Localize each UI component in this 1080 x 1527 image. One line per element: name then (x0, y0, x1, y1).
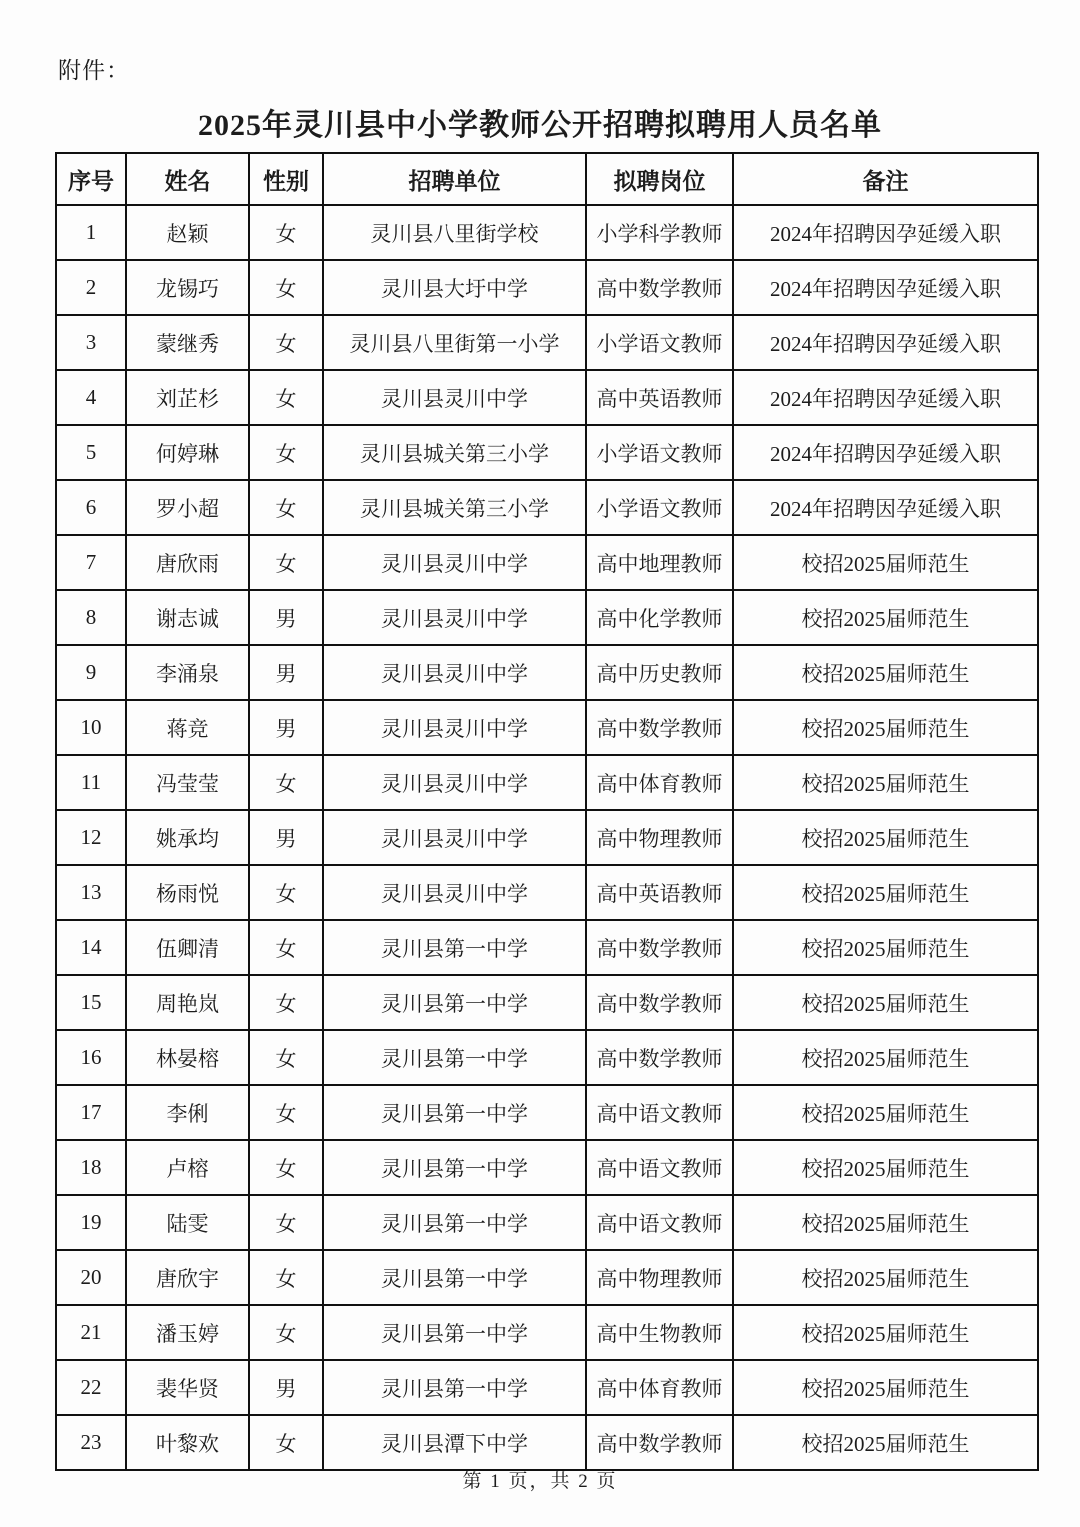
cell-gender: 女 (249, 425, 323, 480)
cell-name: 蒋竞 (126, 700, 249, 755)
table-row (56, 1415, 1038, 1470)
cell-unit: 灵川县第一中学 (323, 1030, 586, 1085)
cell-index: 10 (56, 700, 126, 755)
cell-position: 高中语文教师 (586, 1195, 733, 1250)
cell-index: 7 (56, 535, 126, 590)
cell-gender: 男 (249, 1360, 323, 1415)
table-row (56, 1360, 1038, 1415)
cell-gender: 男 (249, 810, 323, 865)
cell-remark: 校招2025届师范生 (733, 1415, 1038, 1470)
cell-unit: 灵川县第一中学 (323, 1250, 586, 1305)
header-index: 序号 (56, 153, 126, 205)
cell-unit: 灵川县灵川中学 (323, 370, 586, 425)
cell-unit: 灵川县八里街第一小学 (323, 315, 586, 370)
cell-index: 11 (56, 755, 126, 810)
cell-unit: 灵川县城关第三小学 (323, 480, 586, 535)
cell-index: 14 (56, 920, 126, 975)
cell-name: 伍卿清 (126, 920, 249, 975)
cell-name: 罗小超 (126, 480, 249, 535)
cell-gender: 女 (249, 1030, 323, 1085)
cell-position: 小学语文教师 (586, 315, 733, 370)
cell-index: 22 (56, 1360, 126, 1415)
cell-remark: 校招2025届师范生 (733, 1030, 1038, 1085)
cell-remark: 校招2025届师范生 (733, 1085, 1038, 1140)
roster-table (55, 152, 1039, 1471)
cell-index: 17 (56, 1085, 126, 1140)
cell-index: 5 (56, 425, 126, 480)
cell-remark: 2024年招聘因孕延缓入职 (733, 260, 1038, 315)
cell-name: 唐欣雨 (126, 535, 249, 590)
cell-gender: 男 (249, 700, 323, 755)
cell-position: 高中体育教师 (586, 755, 733, 810)
cell-unit: 灵川县第一中学 (323, 920, 586, 975)
cell-gender: 男 (249, 590, 323, 645)
cell-remark: 校招2025届师范生 (733, 1360, 1038, 1415)
cell-position: 高中数学教师 (586, 260, 733, 315)
header-position: 拟聘岗位 (586, 153, 733, 205)
cell-gender: 女 (249, 260, 323, 315)
cell-name: 姚承均 (126, 810, 249, 865)
cell-position: 高中物理教师 (586, 810, 733, 865)
cell-unit: 灵川县第一中学 (323, 1195, 586, 1250)
cell-name: 刘芷杉 (126, 370, 249, 425)
page-number: 第 1 页，共 2 页 (462, 1471, 618, 1492)
cell-name: 林晏榕 (126, 1030, 249, 1085)
cell-position: 高中英语教师 (586, 370, 733, 425)
cell-name: 潘玉婷 (126, 1305, 249, 1360)
cell-name: 冯莹莹 (126, 755, 249, 810)
cell-index: 6 (56, 480, 126, 535)
cell-position: 高中物理教师 (586, 1250, 733, 1305)
cell-remark: 校招2025届师范生 (733, 1305, 1038, 1360)
cell-position: 高中历史教师 (586, 645, 733, 700)
cell-unit: 灵川县第一中学 (323, 975, 586, 1030)
cell-position: 高中数学教师 (586, 920, 733, 975)
cell-position: 高中地理教师 (586, 535, 733, 590)
cell-position: 高中数学教师 (586, 1415, 733, 1470)
cell-gender: 女 (249, 205, 323, 260)
table-row (56, 755, 1038, 810)
cell-remark: 2024年招聘因孕延缓入职 (733, 205, 1038, 260)
cell-gender: 男 (249, 645, 323, 700)
cell-position: 小学科学教师 (586, 205, 733, 260)
cell-gender: 女 (249, 370, 323, 425)
cell-name: 叶黎欢 (126, 1415, 249, 1470)
table-row (56, 535, 1038, 590)
cell-gender: 女 (249, 755, 323, 810)
cell-index: 16 (56, 1030, 126, 1085)
cell-unit: 灵川县潭下中学 (323, 1415, 586, 1470)
cell-index: 19 (56, 1195, 126, 1250)
cell-remark: 校招2025届师范生 (733, 755, 1038, 810)
cell-index: 23 (56, 1415, 126, 1470)
cell-index: 12 (56, 810, 126, 865)
cell-remark: 2024年招聘因孕延缓入职 (733, 480, 1038, 535)
table-row (56, 370, 1038, 425)
table-row (56, 645, 1038, 700)
cell-name: 杨雨悦 (126, 865, 249, 920)
cell-remark: 校招2025届师范生 (733, 1195, 1038, 1250)
cell-remark: 2024年招聘因孕延缓入职 (733, 315, 1038, 370)
cell-unit: 灵川县灵川中学 (323, 645, 586, 700)
cell-position: 高中数学教师 (586, 700, 733, 755)
cell-gender: 女 (249, 535, 323, 590)
cell-gender: 女 (249, 975, 323, 1030)
cell-index: 21 (56, 1305, 126, 1360)
header-remark: 备注 (733, 153, 1038, 205)
cell-unit: 灵川县灵川中学 (323, 590, 586, 645)
cell-gender: 女 (249, 480, 323, 535)
cell-name: 蒙继秀 (126, 315, 249, 370)
cell-index: 13 (56, 865, 126, 920)
cell-unit: 灵川县灵川中学 (323, 535, 586, 590)
table-row (56, 1305, 1038, 1360)
table-row (56, 425, 1038, 480)
cell-unit: 灵川县灵川中学 (323, 865, 586, 920)
cell-position: 高中生物教师 (586, 1305, 733, 1360)
cell-unit: 灵川县第一中学 (323, 1140, 586, 1195)
cell-index: 1 (56, 205, 126, 260)
table-row (56, 975, 1038, 1030)
table-row (56, 590, 1038, 645)
cell-index: 2 (56, 260, 126, 315)
cell-remark: 2024年招聘因孕延缓入职 (733, 370, 1038, 425)
cell-name: 卢榕 (126, 1140, 249, 1195)
cell-index: 20 (56, 1250, 126, 1305)
cell-position: 高中语文教师 (586, 1140, 733, 1195)
cell-index: 18 (56, 1140, 126, 1195)
table-row (56, 1250, 1038, 1305)
cell-gender: 女 (249, 1250, 323, 1305)
table-row (56, 205, 1038, 260)
cell-gender: 女 (249, 1415, 323, 1470)
cell-unit: 灵川县灵川中学 (323, 700, 586, 755)
cell-remark: 校招2025届师范生 (733, 1250, 1038, 1305)
table-row (56, 480, 1038, 535)
cell-position: 高中英语教师 (586, 865, 733, 920)
cell-index: 8 (56, 590, 126, 645)
cell-index: 3 (56, 315, 126, 370)
cell-unit: 灵川县第一中学 (323, 1305, 586, 1360)
cell-unit: 灵川县城关第三小学 (323, 425, 586, 480)
header-unit: 招聘单位 (323, 153, 586, 205)
cell-gender: 女 (249, 1085, 323, 1140)
table-row (56, 1085, 1038, 1140)
table-row (56, 1030, 1038, 1085)
cell-position: 高中化学教师 (586, 590, 733, 645)
cell-gender: 女 (249, 1305, 323, 1360)
cell-remark: 校招2025届师范生 (733, 975, 1038, 1030)
cell-name: 唐欣宇 (126, 1250, 249, 1305)
cell-position: 高中数学教师 (586, 975, 733, 1030)
cell-position: 高中语文教师 (586, 1085, 733, 1140)
table-row (56, 315, 1038, 370)
table-row (56, 1140, 1038, 1195)
cell-name: 陆雯 (126, 1195, 249, 1250)
cell-name: 李俐 (126, 1085, 249, 1140)
cell-position: 小学语文教师 (586, 425, 733, 480)
cell-unit: 灵川县灵川中学 (323, 755, 586, 810)
cell-name: 裴华贤 (126, 1360, 249, 1415)
cell-name: 赵颖 (126, 205, 249, 260)
cell-index: 15 (56, 975, 126, 1030)
cell-gender: 女 (249, 920, 323, 975)
cell-gender: 女 (249, 1140, 323, 1195)
cell-index: 9 (56, 645, 126, 700)
table-row (56, 865, 1038, 920)
cell-name: 谢志诚 (126, 590, 249, 645)
cell-unit: 灵川县八里街学校 (323, 205, 586, 260)
page-title: 2025年灵川县中小学教师公开招聘拟聘用人员名单 (198, 109, 882, 142)
cell-unit: 灵川县灵川中学 (323, 810, 586, 865)
cell-position: 高中数学教师 (586, 1030, 733, 1085)
table-row (56, 920, 1038, 975)
table-row (56, 700, 1038, 755)
cell-remark: 校招2025届师范生 (733, 700, 1038, 755)
cell-index: 4 (56, 370, 126, 425)
cell-remark: 校招2025届师范生 (733, 590, 1038, 645)
cell-remark: 校招2025届师范生 (733, 865, 1038, 920)
table-row (56, 1195, 1038, 1250)
table-header-row (56, 153, 1038, 205)
cell-remark: 校招2025届师范生 (733, 645, 1038, 700)
cell-gender: 女 (249, 315, 323, 370)
cell-gender: 女 (249, 865, 323, 920)
header-name: 姓名 (126, 153, 249, 205)
header-gender: 性别 (249, 153, 323, 205)
cell-name: 龙锡巧 (126, 260, 249, 315)
table-row (56, 260, 1038, 315)
cell-unit: 灵川县大圩中学 (323, 260, 586, 315)
table-row (56, 810, 1038, 865)
cell-position: 小学语文教师 (586, 480, 733, 535)
cell-name: 周艳岚 (126, 975, 249, 1030)
cell-remark: 校招2025届师范生 (733, 535, 1038, 590)
cell-unit: 灵川县第一中学 (323, 1085, 586, 1140)
attachment-label: 附件： (58, 58, 130, 83)
cell-remark: 校招2025届师范生 (733, 920, 1038, 975)
cell-unit: 灵川县第一中学 (323, 1360, 586, 1415)
cell-remark: 2024年招聘因孕延缓入职 (733, 425, 1038, 480)
cell-name: 李涌泉 (126, 645, 249, 700)
cell-remark: 校招2025届师范生 (733, 1140, 1038, 1195)
cell-gender: 女 (249, 1195, 323, 1250)
cell-name: 何婷琳 (126, 425, 249, 480)
cell-position: 高中体育教师 (586, 1360, 733, 1415)
cell-remark: 校招2025届师范生 (733, 810, 1038, 865)
